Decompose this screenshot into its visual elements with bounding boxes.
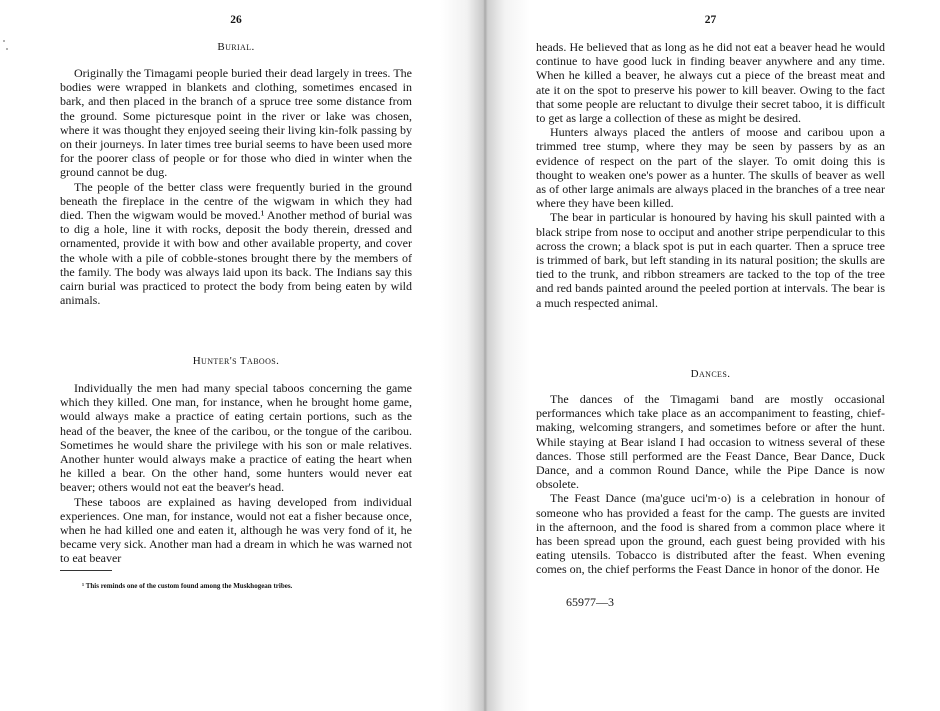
section-heading-taboos: Hunter's Taboos.: [192, 355, 280, 367]
printer-signature: 65977—3: [566, 595, 614, 609]
paragraph: Individually the men had many special taboos concerning the game which they killed. One man, for instance, when he brought home game, would always make a practice of eating certain portions, such as the head of the beaver, the knee of the caribou, or the tongue of the caribou. Sometimes he would share the privilege with his son or male relatives. Another hunter would always make a practice of eating the heart when he killed a bear. On the other hand, some hunters would never eat beaver; others would not eat the beaver's head.: [60, 381, 412, 495]
page-number: 27: [704, 14, 717, 26]
paragraph: These taboos are explained as having developed from individual experiences. One man, for instance, would not eat a fisher because once, when he had killed one and eaten it, although he was very fond of it, he became very sick. Another man had a dream in which he was warned not to eat beaver: [60, 494, 412, 566]
footnote-rule: [60, 570, 112, 571]
footnote: ¹ This reminds one of the custom found among the Muskhogean tribes.: [82, 582, 293, 590]
paragraph: heads. He believed that as long as he did not eat a beaver head he would continue to have good luck in finding beaver anywhere and any time. When he killed a beaver, he always cut a piece of the breast meat and ate it on the spot to preserve his power to kill beaver. Owing to the fact that some people are reluctant to divulge their secret taboo, it is difficult to get as large a collection of these as might be desired.: [536, 40, 885, 126]
paragraph: The bear in particular is honoured by having his skull painted with a black stripe from nose to occiput and another stripe perpendicular to this across the crown; a black spot is put in each quarter. Then a spruce tree is trimmed of bark, but left standing in its natural position; the skulls are tied to the trunk, and ribbon streamers are tacked to the top of the tree and red bands painted around the peeled portion at intervals. The bear is a much respected animal.: [536, 210, 885, 310]
taboos-continued: [536, 40, 885, 310]
scan-speck: [3, 40, 5, 42]
paragraph: The people of the better class were frequently buried in the ground beneath the fireplace in the centre of the wigwam in which they had died. Then the wigwam would be moved.¹ Another method of burial was to dig a hole, line it with rocks, deposit the body therein, dressed and ornamented, provide it with bow and other available property, and cover the whole with a pile of cobble-stones brought there by the members of the family. The body was always laid upon its back. The Indians say this cairn burial was practiced to protect the body from being eaten by wild animals.: [60, 179, 412, 308]
right-page: [536, 0, 885, 711]
left-page: [60, 0, 412, 711]
paragraph: Hunters always placed the antlers of moose and caribou upon a trimmed tree stump, where they may be seen by passers by as an evidence of respect on the part of the slayer. To omit doing this is thought to weaken one's power as a hunter. The skulls of beaver as well as of other large animals are always placed in the branches of a tree near where they have been killed.: [536, 125, 885, 211]
book-gutter: [440, 0, 530, 711]
burial-section: [60, 66, 412, 307]
paragraph: The Feast Dance (ma'guce uci'm·o) is a celebration in honour of someone who has provided a feast for the camp. The guests are invited in the afternoon, and the food is shared from a common place where it has been spread upon the ground, each guest being provided with his eating utensils. Tobacco is distributed after the feast. When evening comes on, the chief performs the Feast Dance in honor of the donor. He: [536, 491, 885, 577]
paragraph: The dances of the Timagami band are mostly occasional performances which take place as an accompaniment to feasting, chief-making, welcoming strangers, and sometimes before or after the hunt. While staying at Bear island I had occasion to witness several of these dances. Those still performed are the Feast Dance, Bear Dance, Duck Dance, and a common Round Dance, while the Pipe Dance is now obsolete.: [536, 392, 885, 492]
section-heading-dances: Dances.: [690, 368, 731, 380]
scan-speck: [6, 48, 8, 50]
dances-section: [536, 392, 885, 577]
paragraph: Originally the Timagami people buried their dead largely in trees. The bodies were wrapped in blankets and clothing, sometimes encased in bark, and then placed in the branch of a spruce tree some distance from the ground. Some picturesque point in the river or lake was chosen, where it was thought they enjoyed seeing their living kin-folk passing by on their journeys. In later times tree burial seems to have been used more for the poorer class of people or for those who died in winter when the ground cannot be dug.: [60, 66, 412, 180]
taboos-section: [60, 381, 412, 566]
page-number: 26: [230, 14, 242, 26]
section-heading-burial: Burial.: [217, 41, 255, 53]
